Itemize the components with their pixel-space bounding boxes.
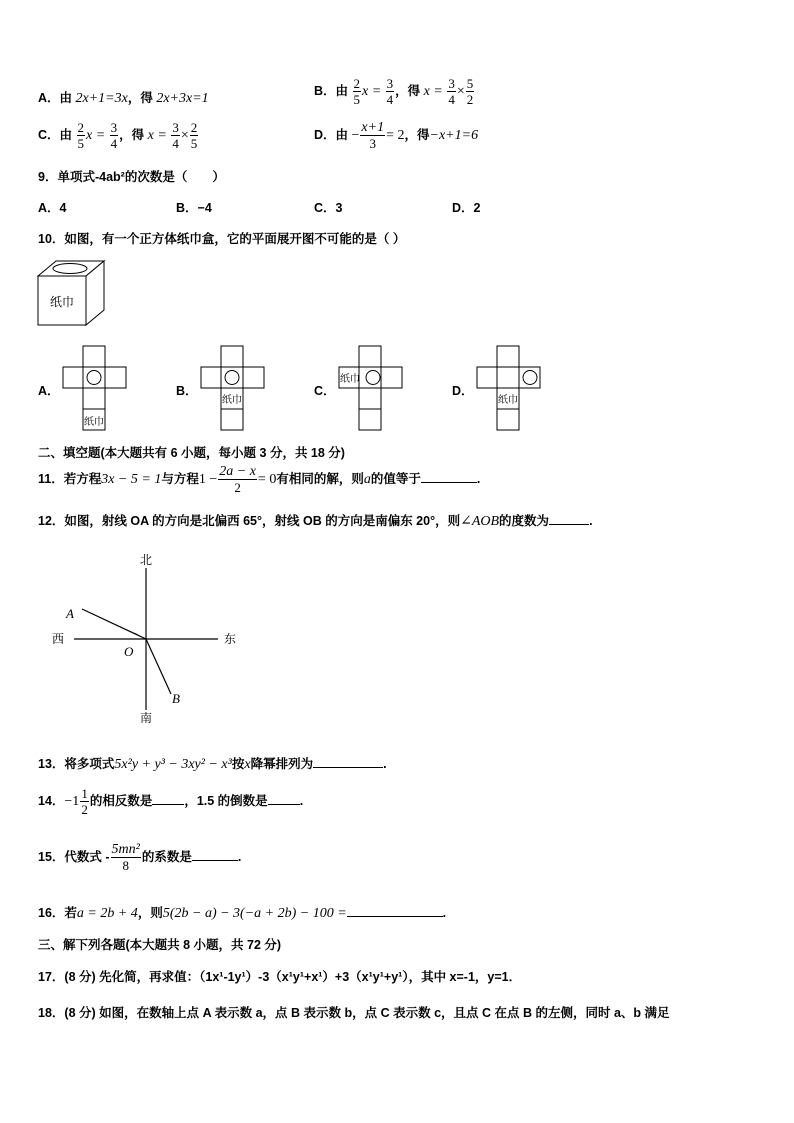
q16: 16．若a = 2b + 4，则5(2b − a) − 3(−a + 2b) − 100 = . xyxy=(38,906,447,921)
net-a xyxy=(62,345,128,433)
q10-option-d-label: D． xyxy=(452,384,474,398)
q12: 12．如图，射线 OA 的方向是北偏西 65°，射线 OB 的方向是南偏东 20°，则∠AOB的度数为 . xyxy=(38,514,593,529)
q9-option-b: B．−4 xyxy=(176,201,212,215)
q17: 17．(8 分) 先化简，再求值：（1x¹-1y¹）-3（x¹y¹+x¹）+3（x¹y¹+y¹），其中 x=-1，y=1． xyxy=(38,970,522,984)
q13: 13．将多项式5x²y + y³ − 3xy² − x³按x降幂排列为 . xyxy=(38,757,387,772)
q10-stem: 10．如图，有一个正方体纸巾盒，它的平面展开图不可能的是（ ） xyxy=(38,232,406,246)
q15: 15．代数式 - $\frac{\text{5mn²}}{8}$ 的系数是 . xyxy=(38,842,242,873)
q8-option-b: B．由 $\frac{2}{5}$ x = $\frac{3}{4}$ ，得 x = $\frac{3}{4}$ × $\frac{5}{2}$ xyxy=(314,76,474,107)
q18: 18．(8 分) 如图，在数轴上点 A 表示数 a，点 B 表示数 b，点 C 表示数 c，且点 C 在点 B 的左侧，同时 a、b 满足 xyxy=(38,1006,670,1020)
q8-option-a: A．由 2x+1=3x，得 2x+3x=1 xyxy=(38,91,209,106)
section-3-title: 三、解下列各题(本大题共 8 小题，共 72 分) xyxy=(38,938,282,952)
svg-text:纸巾: 纸巾 xyxy=(84,417,104,428)
q9-option-c: C．3 xyxy=(314,201,343,215)
q10-option-a-label: A． xyxy=(38,384,60,398)
q13-answer-blank[interactable] xyxy=(313,755,383,768)
section-2-title: 二、填空题(本大题共有 6 小题，每小题 3 分，共 18 分) xyxy=(38,446,345,460)
q12-answer-blank[interactable] xyxy=(549,512,589,525)
compass-figure xyxy=(48,550,248,730)
point-o-label: O xyxy=(124,644,134,659)
q9-option-a: A．4 xyxy=(38,201,67,215)
q14: 14．−1 $\frac{1}{2}$ 的相反数是 ，1.5 的倒数是 . xyxy=(38,786,304,817)
q14-answer-blank-1[interactable] xyxy=(152,792,184,805)
point-b-label: B xyxy=(172,691,180,706)
west-label: 西 xyxy=(52,632,65,646)
tissue-box-label: 纸巾 xyxy=(49,295,75,309)
q11-answer-blank[interactable] xyxy=(421,470,477,483)
north-label: 北 xyxy=(139,553,153,567)
q8-option-c: C．由 $\frac{2}{5}$ x = $\frac{3}{4}$ ，得 x = $\frac{3}{4}$ × $\frac{2}{5}$ xyxy=(38,120,198,151)
svg-text:纸巾: 纸巾 xyxy=(222,395,242,406)
q9-stem: 9．单项式-4ab²的次数是（ ） xyxy=(38,170,225,184)
south-label: 南 xyxy=(139,711,153,725)
q11: 11．若方程3x − 5 = 1与方程1 − $\frac{2a - x}{2}$ = 0有相同的解，则a的值等于 . xyxy=(38,464,481,495)
east-label: 东 xyxy=(224,632,237,646)
tissue-box-figure xyxy=(36,258,108,328)
net-d xyxy=(476,345,542,433)
svg-text:纸巾: 纸巾 xyxy=(340,374,360,385)
q10-option-c-label: C． xyxy=(314,384,336,398)
q8-option-d: D．由 − $\frac{x+1}{3}$ = 2，得−x+1=6 xyxy=(314,120,479,151)
q8-a-expr: 2x+1=3x xyxy=(75,91,128,106)
q15-answer-blank[interactable] xyxy=(192,848,238,861)
svg-text:纸巾: 纸巾 xyxy=(498,395,518,406)
q10-option-b-label: B． xyxy=(176,384,198,398)
point-a-label: A xyxy=(66,606,74,621)
net-c xyxy=(338,345,404,433)
q9-option-d: D．2 xyxy=(452,201,481,215)
q16-answer-blank[interactable] xyxy=(347,904,443,917)
net-b xyxy=(200,345,266,433)
q14-answer-blank-2[interactable] xyxy=(268,792,300,805)
